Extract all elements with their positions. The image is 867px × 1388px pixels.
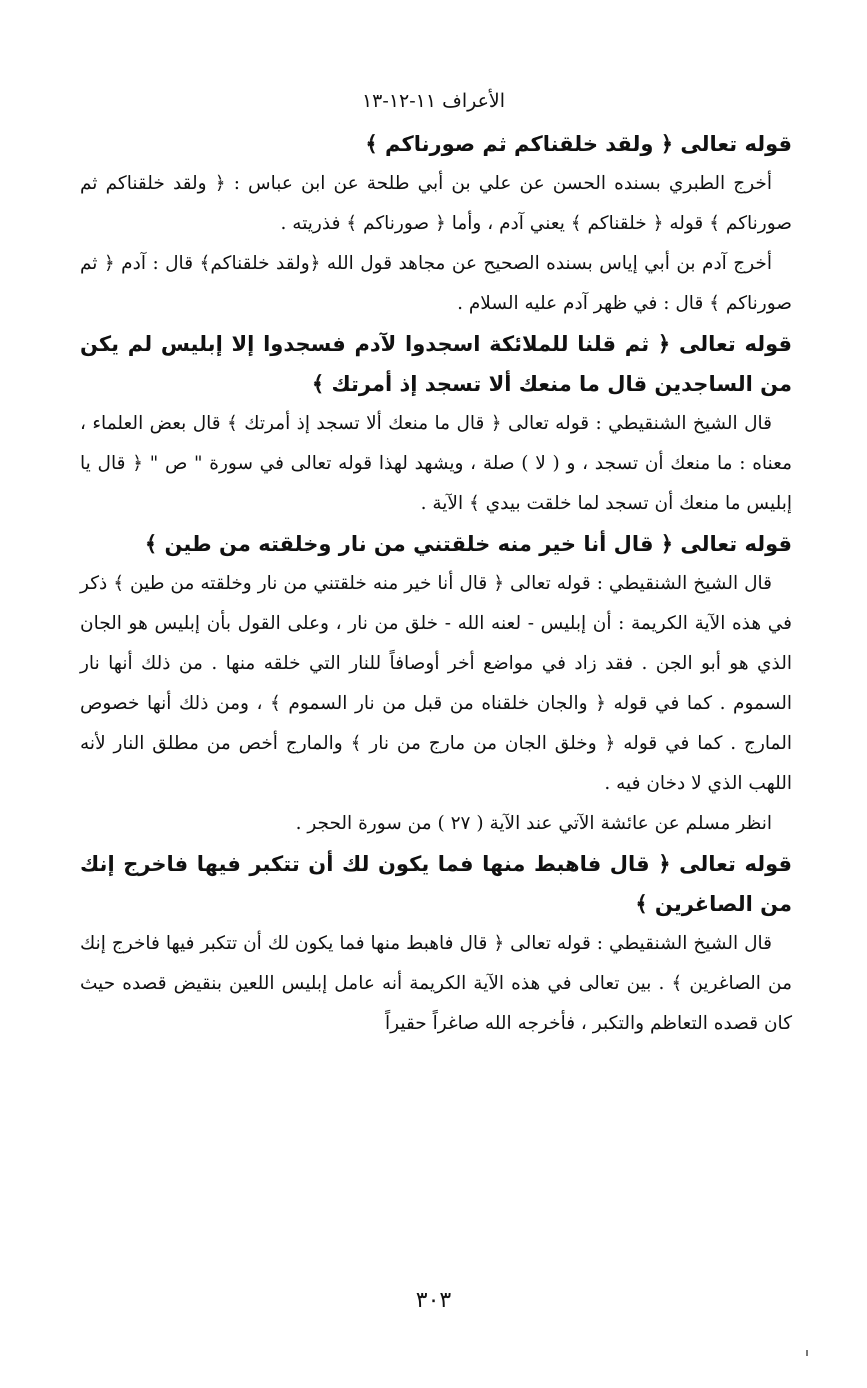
section-heading: قوله تعالى ﴿ قال فاهبط منها فما يكون لك أن تتكبر فيها فاخرج إنك من الصاغرين ﴾ [80, 852, 792, 916]
paragraph: انظر مسلم عن عائشة الآتي عند الآية ( ٢٧ ) من سورة الحجر . [295, 813, 772, 834]
paragraph: قال الشيخ الشنقيطي : قوله تعالى ﴿ قال فاهبط منها فما يكون لك أن تتكبر فيها فاخرج إنك من الصاغرين ﴾ . بين تعالى في هذه الآية الكريمة أنه عامل إبليس اللعين بنقيض قصده حيث كان قصده التعاظم والتكبر ، فأخرجه الله صاغراً حقيراً [80, 933, 792, 1034]
page-number: ٣٠٣ [415, 1288, 452, 1313]
paragraph: أخرج الطبري بسنده الحسن عن علي بن أبي طلحة عن ابن عباس : ﴿ ولقد خلقناكم ثم صورناكم ﴾ قوله ﴿ خلقناكم ﴾ يعني آدم ، وأما ﴿ صورناكم ﴾ فذريته . [80, 173, 792, 234]
section-heading: قوله تعالى ﴿ ولقد خلقناكم ثم صورناكم ﴾ [365, 132, 792, 156]
running-header: الأعراف ١١-١٢-١٣ [361, 90, 506, 112]
scan-speck [806, 1350, 808, 1356]
paragraph: أخرج آدم بن أبي إياس بسنده الصحيح عن مجاهد قول الله ﴿ولقد خلقناكم﴾ قال : آدم ﴿ ثم صورناكم ﴾ قال : في ظهر آدم عليه السلام . [80, 253, 792, 314]
page-body [80, 124, 792, 1044]
section-heading: قوله تعالى ﴿ قال أنا خير منه خلقتني من نار وخلقته من طين ﴾ [144, 532, 792, 556]
paragraph: قال الشيخ الشنقيطي : قوله تعالى ﴿ قال ما منعك ألا تسجد إذ أمرتك ﴾ قال بعض العلماء ، معناه : ما منعك أن تسجد ، و ( لا ) صلة ، ويشهد لهذا قوله تعالى في سورة " ص " ﴿ قال يا إبليس ما منعك أن تسجد لما خلقت بيدي ﴾ الآية . [80, 413, 792, 514]
paragraph: قال الشيخ الشنقيطي : قوله تعالى ﴿ قال أنا خير منه خلقتني من نار وخلقته من طين ﴾ ذكر في هذه الآية الكريمة : أن إبليس - لعنه الله - خلق من نار ، وعلى القول بأن إبليس هو الجان الذي هو أبو الجن . فقد زاد في مواضع أخر أوصافاً للنار التي خلقه منها . من ذلك أنها نار السموم . كما في قوله ﴿ والجان خلقناه من قبل من نار السموم ﴾ ، ومن ذلك أنها خصوص المارج . كما في قوله ﴿ وخلق الجان من مارج من نار ﴾ والمارج أخص من مطلق النار لأنه اللهب الذي لا دخان فيه . [80, 573, 792, 794]
section-heading: قوله تعالى ﴿ ثم قلنا للملائكة اسجدوا لآدم فسجدوا إلا إبليس لم يكن من الساجدين قال ما منعك ألا تسجد إذ أمرتك ﴾ [80, 332, 792, 396]
